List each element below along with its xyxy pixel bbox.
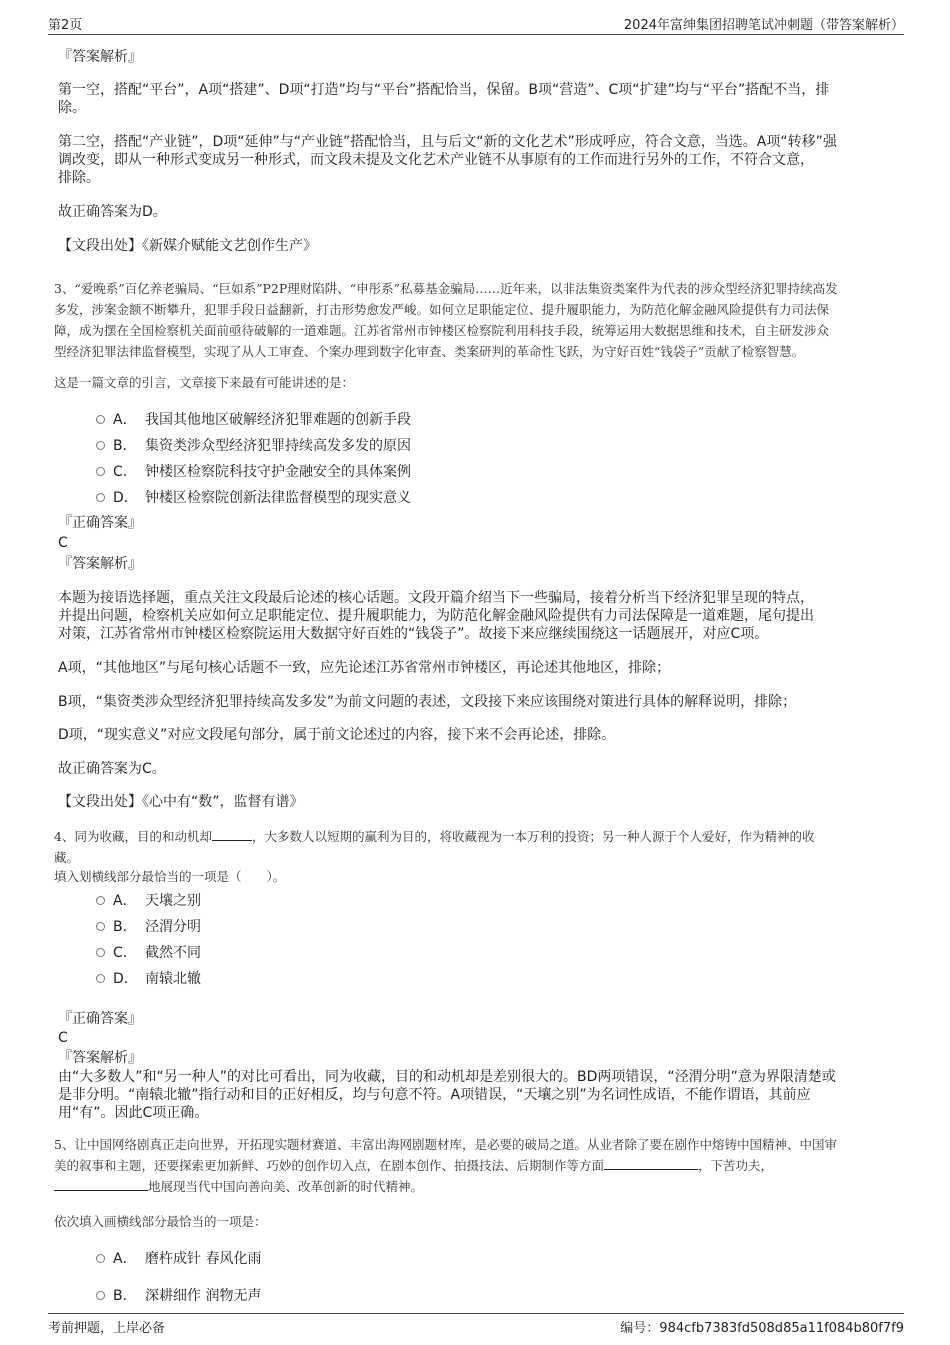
text-line — [54, 1155, 837, 1176]
text-line: 用“有”。因此C项正确。 — [58, 1105, 209, 1121]
option-letter: C． — [113, 464, 137, 480]
q3-option-c[interactable] — [96, 461, 411, 481]
option-letter: A． — [113, 412, 137, 428]
option-letter: A． — [113, 1251, 137, 1267]
text-line: 障，成为摆在全国检察机关面前亟待破解的一道难题。江苏省常州市钟楼区检察院利用科技手段，统筹运用大数据思维和技术，自主研发涉众 — [54, 323, 830, 338]
text-line: 排除。 — [58, 170, 100, 186]
footer-slogan: 考前押题，上岸必备 — [48, 1321, 166, 1336]
source: 【文段出处】《新媒介赋能文艺创作生产》 — [58, 238, 317, 254]
question-3-stem — [54, 278, 838, 362]
q3-option-d[interactable] — [96, 487, 411, 507]
text-line: 并提出问题，检察机关应如何立足职能定位、提升履职能力，为防范化解金融风险提供有力司法保障是一道难题，尾句提出 — [58, 608, 814, 624]
conclusion: 故正确答案为C。 — [58, 761, 166, 777]
question-3-prompt: 这是一篇文章的引言，文章接下来最有可能讲述的是： — [54, 375, 355, 390]
q4-option-a[interactable] — [96, 890, 201, 910]
option-letter: B． — [113, 919, 137, 935]
fill-blank — [212, 827, 252, 841]
conclusion: 故正确答案为D。 — [58, 204, 167, 220]
page-footer — [48, 1313, 904, 1336]
option-text: 钟楼区检察院创新法律监督模型的现实意义 — [145, 490, 411, 506]
option-letter: B． — [113, 438, 137, 454]
analysis-paragraph-1 — [58, 81, 829, 117]
q3-option-b[interactable] — [96, 435, 411, 455]
radio-icon[interactable] — [96, 415, 105, 424]
text-line: 对策，江苏省常州市钟楼区检察院运用大数据守好百姓的“钱袋子”。故接下来应继续围绕这一话题展开，对应C项。 — [58, 626, 769, 642]
fill-blank — [604, 1156, 698, 1170]
text-line — [54, 826, 814, 847]
question-5-prompt: 依次填入画横线部分最恰当的一项是： — [54, 1214, 267, 1229]
correct-answer: C — [58, 1030, 68, 1046]
text-segment: 4、同为收藏，目的和动机却 — [54, 829, 212, 844]
q3-option-a[interactable] — [96, 409, 411, 429]
q5-option-b[interactable] — [96, 1285, 261, 1305]
text-line: 5、让中国网络剧真正走向世界，开拓现实题材赛道、丰富出海网剧题材库，是必要的破局之道。从业者除了要在剧作中熔铸中国精神、中国审 — [54, 1137, 837, 1152]
text-line: 多发，涉案金额不断攀升，犯罪手段日益翻新，打击形势愈发严峻。如何立足职能定位、提升履职能力，为防范化解金融风险提供有力司法保 — [54, 302, 830, 317]
option-text: 钟楼区检察院科技守护金融安全的具体案例 — [145, 464, 411, 480]
option-text: 天壤之别 — [145, 893, 201, 909]
q4-option-c[interactable] — [96, 942, 201, 962]
option-text: 我国其他地区破解经济犯罪难题的创新手段 — [145, 412, 411, 428]
radio-icon[interactable] — [96, 896, 105, 905]
radio-icon[interactable] — [96, 1291, 105, 1300]
option-text: 截然不同 — [145, 945, 201, 961]
radio-icon[interactable] — [96, 467, 105, 476]
text-segment: 美的叙事和主题，还要探索更加新鲜、巧妙的创作切入点，在剧本创作、拍摄技法、后期制作等方面 — [54, 1158, 605, 1173]
radio-icon[interactable] — [96, 441, 105, 450]
text-segment: 地展现当代中国向善向美、改革创新的时代精神。 — [148, 1179, 424, 1194]
option-text: 磨杵成针 春风化雨 — [145, 1251, 262, 1267]
analysis-paragraph-3: B项，“集资类涉众型经济犯罪持续高发多发”为前文问题的表述，文段接下来应该围绕对策进行具体的解释说明，排除； — [58, 694, 797, 710]
option-letter: A． — [113, 893, 137, 909]
text-line — [54, 1176, 837, 1197]
text-line: 由“大多数人”和“另一种人”的对比可看出，同为收藏，目的和动机却是差别很大的。BD两项错误，“泾渭分明”意为界限清楚或 — [58, 1069, 836, 1085]
analysis-paragraph-2: A项，“其他地区”与尾句核心话题不一致，应先论述江苏省常州市钟楼区，再论述其他地区，排除； — [58, 660, 671, 676]
text-line: 型经济犯罪法律监督模型，实现了从人工审查、个案办理到数字化审查、类案研判的革命性飞跃，为守好百姓“钱袋子”贡献了检察智慧。 — [54, 344, 805, 359]
option-letter: D． — [113, 971, 138, 987]
question-4-prompt: 填入划横线部分最恰当的一项是（ ）。 — [54, 869, 286, 884]
q4-option-d[interactable] — [96, 968, 201, 988]
page-header — [48, 14, 904, 35]
document-id: 编号：984cfb7383fd508d85a11f084b80f7f9 — [620, 1321, 904, 1336]
text-line: 除。 — [58, 100, 86, 116]
fill-blank — [54, 1177, 148, 1191]
q5-option-a[interactable] — [96, 1248, 261, 1268]
page-number: 第2页 — [48, 18, 83, 33]
radio-icon[interactable] — [96, 948, 105, 957]
radio-icon[interactable] — [96, 974, 105, 983]
analysis-paragraph-4: D项，“现实意义”对应文段尾句部分，属于前文论述过的内容，接下来不会再论述，排除。 — [58, 727, 616, 743]
radio-icon[interactable] — [96, 493, 105, 502]
text-line: 3、“爱晚系”百亿养老骗局、“巨如系”P2P理财陷阱、“申彤系”私募基金骗局……近年来，以非法集资类案件为代表的涉众型经济犯罪持续高发 — [54, 281, 838, 296]
analysis-paragraph-1 — [58, 589, 814, 643]
radio-icon[interactable] — [96, 1254, 105, 1263]
source: 【文段出处】《心中有“数”，监督有谱》 — [58, 794, 304, 810]
analysis-label: 『答案解析』 — [58, 49, 142, 65]
analysis-label: 『答案解析』 — [58, 1050, 142, 1066]
text-line: 第二空，搭配“产业链”，D项“延伸”与“产业链”搭配恰当，且与后文“新的文化艺术”形成呼应，符合文意，当选。A项“转移”强 — [58, 134, 837, 150]
text-segment: ，大多数人以短期的赢利为目的，将收藏视为一本万利的投资；另一种人源于个人爱好，作为精神的收 — [251, 829, 815, 844]
option-text: 南辕北辙 — [145, 971, 201, 987]
correct-answer-label: 『正确答案』 — [58, 1011, 142, 1027]
option-letter: C． — [113, 945, 137, 961]
q4-option-b[interactable] — [96, 916, 201, 936]
option-letter: D． — [113, 490, 138, 506]
correct-answer: C — [58, 535, 68, 551]
option-text: 泾渭分明 — [145, 919, 201, 935]
option-text: 集资类涉众型经济犯罪持续高发多发的原因 — [145, 438, 411, 454]
text-line: 本题为接语选择题，重点关注文段最后论述的核心话题。文段开篇介绍当下一些骗局，接着分析当下经济犯罪呈现的特点， — [58, 590, 814, 606]
question-4-stem — [54, 826, 814, 868]
analysis-paragraph-2 — [58, 133, 837, 187]
analysis-paragraph — [58, 1068, 836, 1122]
radio-icon[interactable] — [96, 922, 105, 931]
option-letter: B． — [113, 1288, 137, 1304]
document-title: 2024年富绅集团招聘笔试冲刺题（带答案解析） — [623, 18, 904, 33]
text-line: 是非分明。“南辕北辙”指行动和目的正好相反，均与句意不符。A项错误，“天壤之别”为名词性成语，不能作谓语，其前应 — [58, 1087, 811, 1103]
text-line: 第一空，搭配“平台”，A项“搭建”、D项“打造”均与“平台”搭配恰当，保留。B项“营造”、C项“扩建”均与“平台”搭配不当，排 — [58, 82, 830, 98]
analysis-label: 『答案解析』 — [58, 556, 142, 572]
text-line: 调改变，即从一种形式变成另一种形式，而文段未提及文化艺术产业链不从事原有的工作而进行另外的工作，不符合文意， — [58, 152, 814, 168]
question-5-stem — [54, 1134, 837, 1197]
text-segment: ，下苦功夫， — [698, 1158, 774, 1173]
option-text: 深耕细作 润物无声 — [145, 1288, 262, 1304]
text-line: 藏。 — [54, 850, 80, 865]
correct-answer-label: 『正确答案』 — [58, 515, 142, 531]
